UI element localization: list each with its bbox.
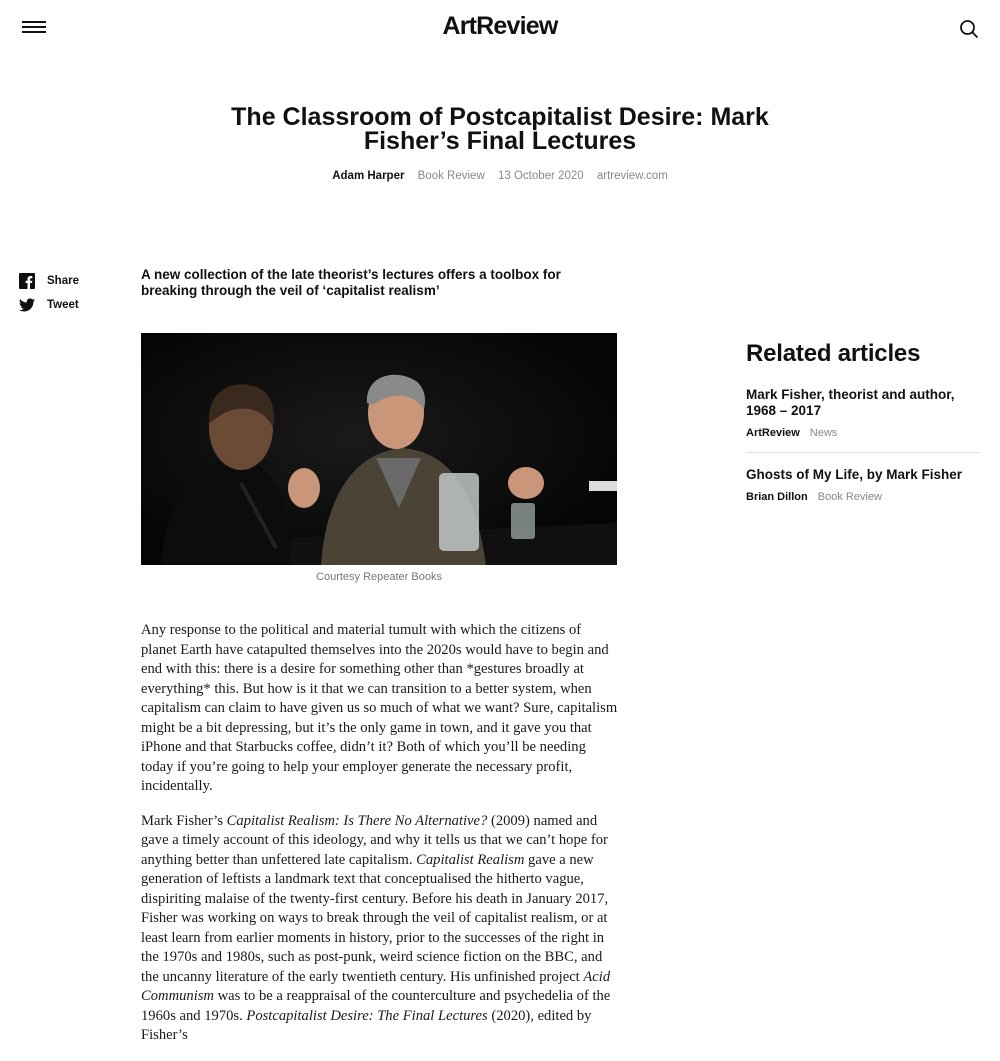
related-article-category[interactable]: News [809,427,838,439]
site-logo[interactable]: ArtReview [442,12,558,40]
related-article[interactable] [746,467,980,516]
author-link[interactable]: Adam Harper [332,170,405,182]
article-photo [141,333,617,565]
related-article[interactable] [746,387,980,453]
share-bar [19,272,119,320]
related-article-category[interactable]: Book Review [817,491,882,503]
article-title: The Classroom of Postcapitalist Desire: Mark Fisher’s Final Lectures [231,103,769,155]
source-link[interactable]: artreview.com [596,170,668,182]
publish-date: 13 October 2020 [497,170,584,182]
tweet-label: Tweet [47,299,79,311]
category-link[interactable]: Book Review [417,170,485,182]
related-article-author[interactable]: ArtReview [746,427,800,439]
related-heading: Related articles [746,340,921,367]
article-meta [200,170,800,182]
related-article-meta [746,427,980,439]
facebook-icon [19,273,35,289]
search-icon[interactable] [958,18,980,40]
image-caption: Courtesy Repeater Books [316,571,442,583]
related-article-title[interactable]: Mark Fisher, theorist and author, 1968 – 2017 [746,387,955,418]
twitter-icon [19,297,35,313]
facebook-share-button[interactable] [19,272,119,290]
share-label: Share [47,275,79,287]
body-paragraph: Any response to the political and material tumult with which the citizens of planet Earth have catapulted themselves into the 2020s would have to begin and end with this: there is a desire for something other than *gestures broadly at everything* this. But how is it that we can transition to a better system, when capitalism can claim to have given us so much of what we want? Sure, capitalism might be a bit depressing, but it’s the only game in town, and it gave you that iPhone and that Starbucks coffee, didn’t it? Both of which you’ll be needing today if you’re going to help your employer generate the necessary profit, incidentally. [141,622,618,794]
article-standfirst: A new collection of the late theorist’s lectures offers a toolbox for breaking through the veil of ‘capitalist realism’ [141,267,561,298]
article-body [141,621,619,1061]
related-article-author[interactable]: Brian Dillon [746,491,808,503]
site-header [0,0,1000,58]
related-article-meta [746,491,980,503]
related-articles [746,340,980,530]
related-article-title[interactable]: Ghosts of My Life, by Mark Fisher [746,467,963,482]
body-paragraph: Mark Fisher’s Capitalist Realism: Is There No Alternative? (2009) named and gave a timely account of this ideology, and why it tells us that we can’t hope for anything better than unfettered late capitalism. Capitalist Realism gave a new generation of leftists a landmark text that conceptualised the hitherto vague, dispiriting malaise of the twenty-first century. Before his death in January 2017, Fisher was working on ways to break through the veil of capitalist realism, or at least learn from earlier moments in history, prior to the successes of the right in the 1970s and 1980s, such as post-punk, weird science fiction on the BBC, and the uncanny literature of the early twentieth century. His unfinished project Acid Communism was to be a reappraisal of the counterculture and psychedelia of the 1960s and 1970s. Postcapitalist Desire: The Final Lectures (2020), edited by Fisher’s [141,812,611,1043]
twitter-share-button[interactable] [19,296,119,314]
